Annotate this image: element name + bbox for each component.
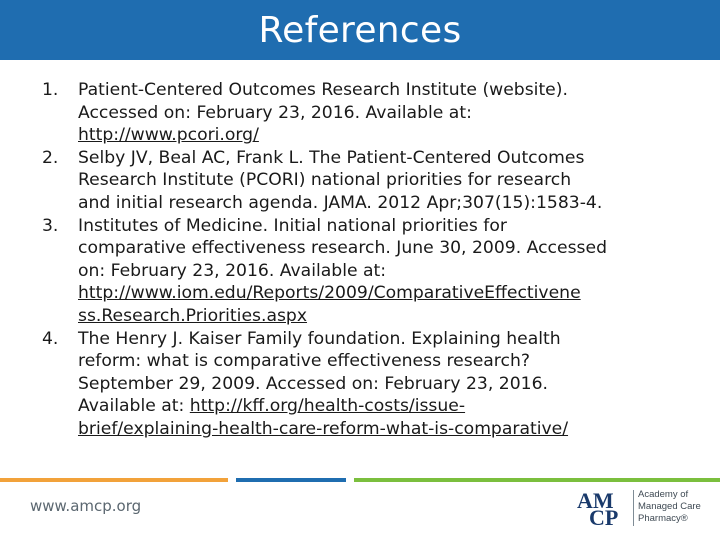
logo-letters-top: AM xyxy=(577,488,614,513)
reference-line xyxy=(78,79,692,102)
reference-text: on: February 23, 2016. Available at: xyxy=(78,260,387,281)
reference-line xyxy=(78,147,692,170)
reference-text: comparative effectiveness research. June 30, 2009. Accessed xyxy=(78,238,607,259)
website-url[interactable]: www.amcp.org xyxy=(30,497,142,515)
amcp-logo xyxy=(575,487,705,529)
reference-text: reform: what is comparative effectiveness research? xyxy=(78,351,530,372)
reference-line xyxy=(78,282,692,305)
footer-stripe-green xyxy=(354,478,720,482)
footer-stripe-orange xyxy=(0,478,228,482)
reference-text: September 29, 2009. Accessed on: February 23, 2016. xyxy=(78,373,549,394)
title-bar xyxy=(0,0,720,60)
logo-tagline-line: Pharmacy® xyxy=(638,513,688,524)
slide-title: References xyxy=(258,9,462,51)
reference-line xyxy=(78,124,692,147)
logo-divider xyxy=(633,490,634,526)
reference-text: Research Institute (PCORI) national priorities for research xyxy=(78,170,572,191)
reference-link[interactable]: http://www.iom.edu/Reports/2009/ComparativeEffectivene xyxy=(78,283,581,304)
reference-text: Accessed on: February 23, 2016. Available at: xyxy=(78,102,472,123)
reference-text: Patient-Centered Outcomes Research Institute (website). xyxy=(78,80,568,100)
reference-number: 3. xyxy=(42,215,59,236)
reference-line xyxy=(78,418,692,441)
reference-item xyxy=(42,79,692,147)
reference-number: 4. xyxy=(42,328,59,349)
reference-line xyxy=(78,373,692,396)
reference-number: 1. xyxy=(42,80,59,100)
reference-item xyxy=(42,215,692,328)
reference-link[interactable]: ss.Research.Priorities.aspx xyxy=(78,305,308,326)
reference-line xyxy=(78,305,692,328)
logo-tagline-line: Academy of xyxy=(638,489,689,500)
reference-line xyxy=(78,237,692,260)
reference-line xyxy=(78,350,692,373)
reference-text: Institutes of Medicine. Initial national priorities for xyxy=(78,215,507,236)
reference-line xyxy=(78,169,692,192)
reference-list xyxy=(42,79,692,441)
reference-line xyxy=(78,192,692,215)
reference-number: 2. xyxy=(42,147,59,168)
reference-link[interactable]: http://www.pcori.org/ xyxy=(78,125,259,146)
reference-text: and initial research agenda. JAMA. 2012 Apr;307(15):1583-4. xyxy=(78,192,603,213)
footer-stripe-blue xyxy=(236,478,346,482)
reference-item xyxy=(42,147,692,215)
reference-text: Available at: xyxy=(78,396,190,417)
reference-line xyxy=(78,260,692,283)
footer-stripes xyxy=(0,478,720,483)
logo-tagline xyxy=(638,489,708,525)
reference-link[interactable]: http://kff.org/health-costs/issue- xyxy=(189,396,466,417)
reference-text: The Henry J. Kaiser Family foundation. Explaining health xyxy=(78,328,561,349)
reference-item xyxy=(42,328,692,441)
reference-text: Selby JV, Beal AC, Frank L. The Patient-Centered Outcomes xyxy=(78,147,585,168)
reference-link[interactable]: brief/explaining-health-care-reform-what-is-comparative/ xyxy=(78,418,569,439)
logo-letters-bottom: CP xyxy=(589,505,619,530)
logo-letters xyxy=(575,487,631,529)
reference-line xyxy=(78,215,692,238)
reference-line xyxy=(78,395,692,418)
reference-line xyxy=(78,102,692,125)
reference-line xyxy=(78,328,692,351)
logo-tagline-line: Managed Care xyxy=(638,501,701,512)
